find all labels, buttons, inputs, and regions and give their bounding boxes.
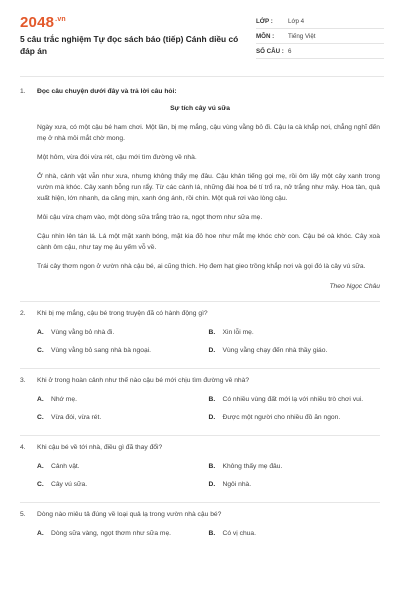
option-letter: D.	[208, 480, 216, 488]
meta-table	[256, 14, 384, 59]
option-c[interactable]	[37, 479, 209, 490]
option-text: Vùng vằng bỏ sang nhà bà ngoại.	[51, 346, 152, 354]
option-text: Cảnh vật.	[51, 462, 80, 470]
story-paragraph: Một hôm, vừa đói vừa rét, cậu mới tìm đường về nhà.	[37, 154, 197, 161]
option-text: Dòng sữa vàng, ngọt thơm như sữa mẹ.	[51, 529, 172, 537]
option-row	[37, 341, 380, 359]
option-row	[37, 390, 380, 408]
story-author: Theo Ngọc Châu	[329, 283, 380, 290]
option-b[interactable]	[209, 461, 381, 472]
option-a[interactable]	[37, 327, 209, 338]
option-letter: B.	[208, 395, 216, 403]
answer-options	[37, 390, 380, 426]
question-text: Khi cậu bé về tới nhà, điều gì đã thay đổi?	[37, 444, 163, 451]
option-a[interactable]	[37, 528, 209, 539]
question-divider	[20, 301, 380, 302]
option-letter: C.	[37, 413, 44, 421]
option-text: Có vị chua.	[222, 529, 256, 537]
question-1	[20, 86, 380, 97]
option-b[interactable]	[209, 327, 381, 338]
option-d[interactable]	[209, 412, 381, 423]
option-letter: A.	[37, 328, 44, 336]
option-letter: C.	[37, 480, 44, 488]
meta-label: MÔN :	[256, 32, 275, 40]
option-text: Có nhiều vùng đất mới lạ với nhiều trò chơi vui.	[222, 395, 364, 403]
question-number: 2.	[20, 310, 26, 317]
option-text: Cây vú sữa.	[51, 480, 88, 488]
question-3	[20, 375, 380, 386]
content	[20, 80, 380, 542]
option-b[interactable]	[209, 394, 381, 405]
option-d[interactable]	[209, 479, 381, 490]
option-d[interactable]	[209, 345, 381, 356]
story-paragraph: Môi cậu vừa chạm vào, một dòng sữa trắng trào ra, ngọt thơm như sữa mẹ.	[37, 214, 263, 221]
question-2	[20, 308, 380, 319]
meta-label: SỐ CÂU :	[256, 47, 284, 55]
option-text: Nhớ mẹ.	[51, 395, 77, 403]
question-divider	[20, 502, 380, 503]
meta-row-count	[256, 44, 384, 59]
option-text: Vùng vằng chạy đến nhà thầy giáo.	[222, 346, 328, 354]
answer-options	[37, 323, 380, 359]
option-a[interactable]	[37, 461, 209, 472]
option-letter: D.	[208, 346, 216, 354]
option-row	[37, 524, 380, 542]
option-letter: B.	[208, 328, 216, 336]
answer-options	[37, 457, 380, 493]
option-text: Được một người cho nhiều đồ ăn ngon.	[222, 413, 341, 421]
question-divider	[20, 368, 380, 369]
question-number: 1.	[20, 88, 26, 95]
question-text: Khi ở trong hoàn cảnh như thế nào cậu bé mới chịu tìm đường về nhà?	[37, 377, 250, 384]
logo-suffix: .vn	[55, 16, 66, 23]
header-divider	[20, 76, 384, 77]
answer-options	[37, 524, 380, 542]
question-number: 4.	[20, 444, 26, 451]
header	[20, 12, 384, 72]
option-text: Xin lỗi mẹ.	[222, 328, 254, 336]
option-letter: D.	[208, 413, 216, 421]
question-5	[20, 509, 380, 520]
option-row	[37, 475, 380, 493]
option-b[interactable]	[209, 528, 381, 539]
story-paragraph: Ngày xưa, có một cậu bé ham chơi. Một lần, bị mẹ mắng, cậu vùng vằng bỏ đi. Cậu la cà khắp nơi, chẳng nghĩ đến mẹ ở nhà mỏi mắt chờ mong.	[37, 124, 380, 142]
meta-value: Lớp 4	[288, 17, 305, 25]
question-number: 5.	[20, 511, 26, 518]
option-letter: A.	[37, 395, 44, 403]
meta-label: LỚP :	[256, 17, 273, 25]
option-letter: B.	[208, 462, 216, 470]
story-title: Sự tích cây vú sữa	[170, 105, 230, 112]
option-row	[37, 457, 380, 475]
story-paragraph: Trái cây thơm ngon ở vườn nhà cậu bé, ai cũng thích. Họ đem hạt gieo trồng khắp nơi và gọi đó là cây vú sữa.	[37, 263, 366, 270]
question-text: Dòng nào miêu tả đúng về loại quả lạ trong vườn nhà cậu bé?	[37, 511, 222, 518]
question-text: Khi bị mẹ mắng, cậu bé trong truyện đã có hành động gì?	[37, 310, 208, 317]
question-4	[20, 442, 380, 453]
option-letter: B.	[208, 529, 216, 537]
question-number: 3.	[20, 377, 26, 384]
option-letter: C.	[37, 346, 44, 354]
option-text: Ngôi nhà.	[222, 480, 252, 488]
question-divider	[20, 435, 380, 436]
site-logo[interactable]	[20, 14, 66, 31]
story-paragraph: Cậu nhìn lên tán lá. Lá một mặt xanh bóng, mặt kia đỏ hoe như mắt mẹ khóc chờ con. Cậu bé oà khóc. Cây xoà cành ôm cậu, như tay mẹ âu yếm vỗ về.	[37, 233, 380, 251]
meta-row-subject	[256, 29, 384, 44]
meta-value: Tiếng Việt	[288, 32, 316, 40]
option-text: Vừa đói, vừa rét.	[51, 413, 102, 421]
meta-value: 6	[288, 47, 292, 55]
option-row	[37, 408, 380, 426]
option-letter: A.	[37, 462, 44, 470]
option-row	[37, 323, 380, 341]
option-text: Không thấy mẹ đâu.	[222, 462, 283, 470]
option-c[interactable]	[37, 412, 209, 423]
meta-row-class	[256, 14, 384, 29]
option-a[interactable]	[37, 394, 209, 405]
document-title: 5 câu trắc nghiệm Tự đọc sách báo (tiếp) Cánh diều có đáp án	[20, 34, 239, 56]
story-paragraph: Ở nhà, cảnh vật vẫn như xưa, nhưng không thấy mẹ đâu. Cậu khản tiếng gọi mẹ, rồi ôm lấy một cây xanh trong vườn mà khóc. Cây xanh bỗng run rẩy. Từ các cành lá, những đài hoa bé tí trổ ra, nở trắng như mây. Hoa tàn, quả xuất hiện, lớn nhanh, da căng mịn, xanh óng ánh, rồi chín. Một quả rơi vào lòng cậu.	[37, 173, 380, 202]
option-letter: A.	[37, 529, 44, 537]
option-text: Vùng vằng bỏ nhà đi.	[51, 328, 115, 336]
option-c[interactable]	[37, 345, 209, 356]
logo-text: 2048	[20, 14, 55, 31]
question-text: Đọc câu chuyện dưới đây và trả lời câu hỏi:	[37, 88, 177, 95]
